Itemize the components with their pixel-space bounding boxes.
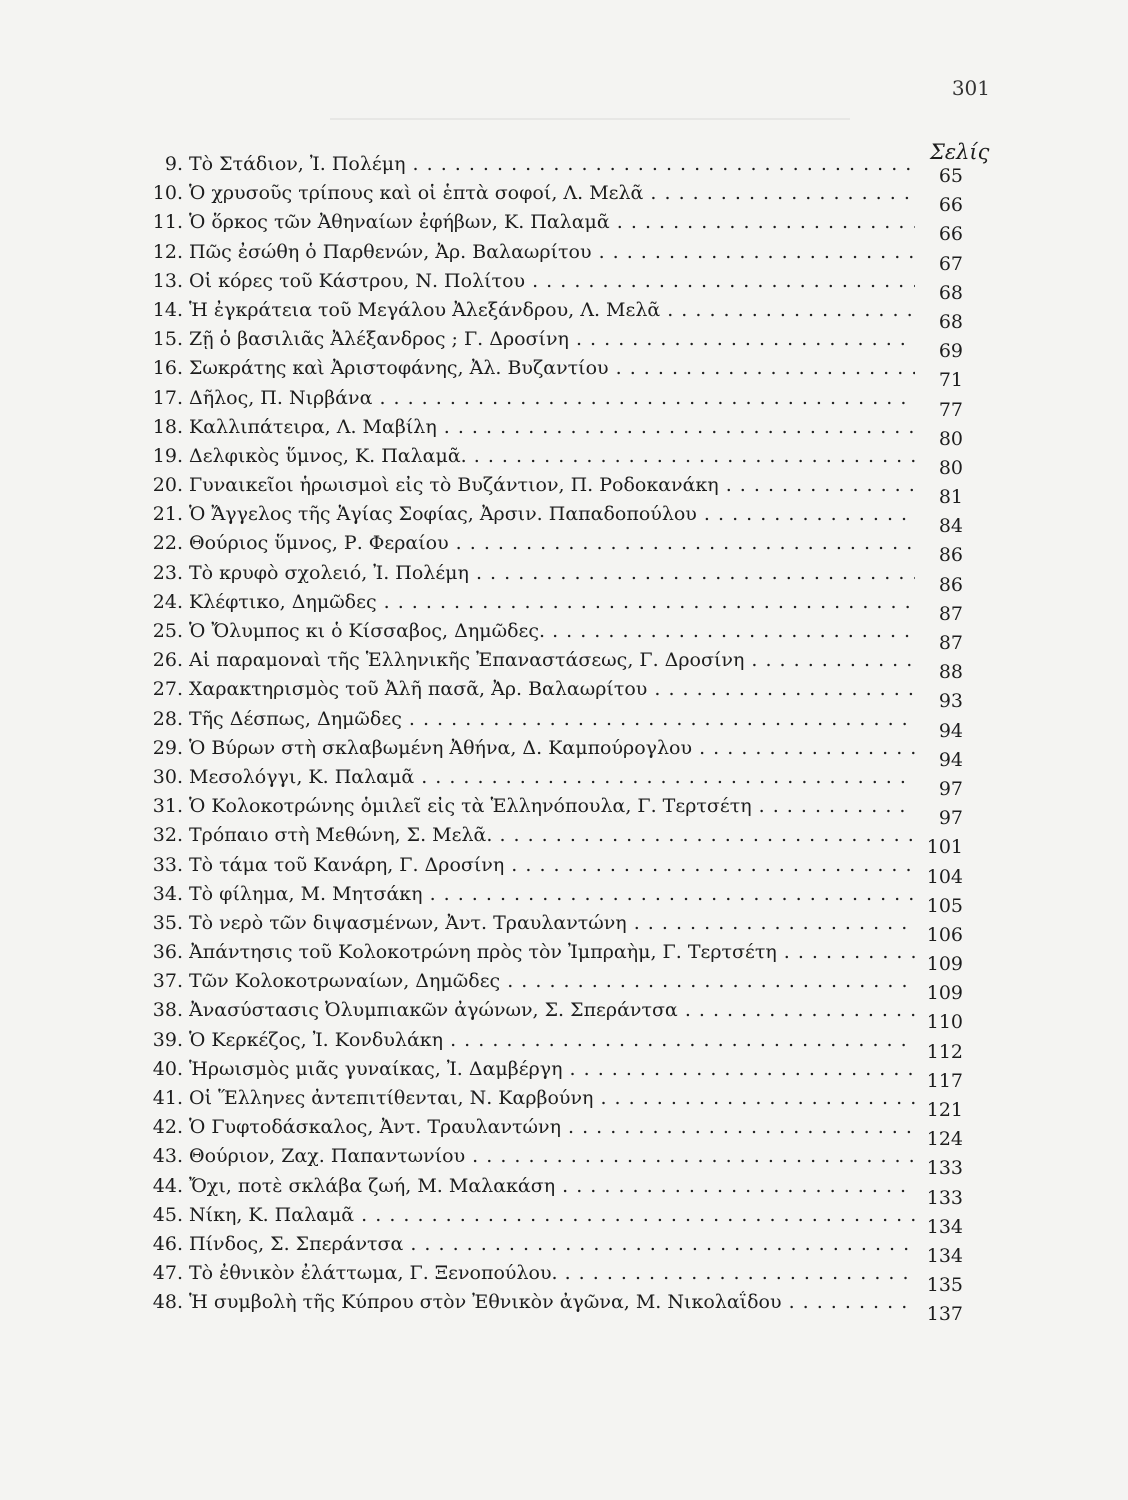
entry-number: 15.	[152, 328, 183, 351]
toc-entry	[145, 179, 975, 217]
entry-number: 48.	[152, 1291, 183, 1314]
entry-number: 28.	[152, 707, 183, 730]
entry-title: Ἡ ἐγκράτεια τοῦ Μεγάλου Ἀλεξάνδρου, Λ. Μελᾶ . . .	[189, 299, 915, 321]
entry-title: Ὁ Ὄλυμπος κι ὁ Κίσσαβος, Δημῶδες. . . .	[189, 620, 915, 642]
toc-entry	[145, 1055, 975, 1092]
entry-title: Ὁ χρυσοῦς τρίπους καὶ οἱ ἑπτὰ σοφοί, Λ. Μελᾶ . . .	[189, 182, 915, 204]
entry-title: Ἀπάντησις τοῦ Κολοκοτρώνη πρὸς τὸν Ἰμπραὴμ, Γ. Τερτσέτη . . .	[189, 941, 915, 963]
entry-title: Ὄχι, ποτὲ σκλάβα ζωή, Μ. Μαλακάση . . .	[189, 1175, 915, 1197]
entry-number: 24.	[152, 590, 183, 613]
entry-page: 137	[926, 1303, 963, 1326]
entry-page: 87	[938, 602, 963, 625]
entry-title: Τῶν Κολοκοτρωναίων, Δημῶδες . . .	[189, 970, 915, 992]
entry-page: 117	[926, 1069, 963, 1092]
toc-entry	[145, 471, 975, 509]
toc-entry	[145, 1026, 975, 1063]
entry-number: 14.	[152, 298, 183, 321]
entry-title: Καλλιπάτειρα, Λ. Μαβίλη . . .	[189, 416, 915, 438]
entry-page: 65	[938, 165, 963, 187]
entry-page: 69	[938, 340, 963, 363]
page-number: 301	[951, 76, 990, 100]
entry-title: Ἡρωισμὸς μιᾶς γυναίκας, Ἰ. Δαμβέργη . . .	[189, 1058, 915, 1080]
entry-title: Τὸ φίλημα, Μ. Μητσάκη . . .	[189, 883, 915, 905]
toc-entry	[145, 646, 975, 684]
entry-page: 86	[938, 544, 963, 567]
toc-entry	[145, 296, 975, 333]
toc-entry	[145, 588, 975, 625]
toc-entry	[145, 325, 975, 363]
entry-number: 22.	[152, 532, 183, 555]
entry-number: 32.	[152, 824, 183, 847]
entry-number: 38.	[152, 999, 183, 1022]
toc-entry	[145, 150, 975, 187]
entry-number: 17.	[152, 386, 183, 409]
column-header: Σελίς	[930, 140, 990, 164]
entry-title: Οἱ κόρες τοῦ Κάστρου, Ν. Πολίτου . . .	[189, 270, 915, 292]
entry-page: 80	[938, 427, 963, 450]
entry-title: Τὸ Στάδιον, Ἰ. Πολέμη . . .	[189, 153, 915, 175]
entry-page: 66	[938, 194, 963, 217]
entry-title: Ἡ συμβολὴ τῆς Κύπρου στὸν Ἐθνικὸν ἀγῶνα, Μ. Νικολαΐδου . . .	[189, 1291, 915, 1313]
toc-entry	[145, 792, 975, 830]
entry-title: Ἀνασύστασις Ὀλυμπιακῶν ἀγώνων, Σ. Σπεράντσα . . .	[189, 999, 915, 1021]
entry-page: 109	[926, 953, 963, 976]
entry-title: Γυναικεῖοι ἡρωισμοὶ εἰς τὸ Βυζάντιον, Π. Ροδοκανάκη . . .	[189, 474, 915, 496]
entry-page: 71	[938, 369, 963, 392]
toc-entry	[145, 821, 975, 859]
entry-page: 80	[938, 456, 963, 479]
entry-page: 104	[926, 865, 963, 888]
entry-number: 29.	[152, 736, 183, 759]
entry-title: Τὸ νερὸ τῶν διψασμένων, Ἀντ. Τραυλαντώνη . . .	[189, 912, 915, 934]
entry-title: Πῶς ἐσώθη ὁ Παρθενών, Ἀρ. Βαλαωρίτου . . .	[189, 241, 915, 263]
entry-number: 39.	[152, 1028, 183, 1051]
toc-entry	[145, 1084, 975, 1121]
entry-page: 94	[938, 748, 963, 771]
entry-title: Χαρακτηρισμὸς τοῦ Ἀλῆ πασᾶ, Ἀρ. Βαλαωρίτου . . .	[189, 678, 915, 700]
toc-entry	[145, 938, 975, 976]
entry-page: 84	[938, 515, 963, 538]
entry-page: 134	[926, 1244, 963, 1267]
entry-number: 30.	[152, 765, 183, 788]
entry-number: 31.	[152, 795, 183, 818]
entry-page: 68	[938, 310, 963, 333]
entry-number: 26.	[152, 649, 183, 672]
entry-number: 35.	[152, 911, 183, 934]
entry-page: 97	[938, 807, 963, 830]
entry-title: Μεσολόγγι, Κ. Παλαμᾶ . . .	[189, 766, 915, 788]
toc-entry	[145, 1142, 975, 1180]
toc-entry	[145, 208, 975, 246]
entry-number: 37.	[152, 970, 183, 993]
toc-entry	[145, 851, 975, 888]
entry-number: 45.	[152, 1203, 183, 1226]
entry-page: 67	[938, 252, 963, 275]
entry-title: Πίνδος, Σ. Σπεράντσα . . .	[189, 1233, 915, 1255]
entry-number: 36.	[152, 941, 183, 964]
toc-entry	[145, 442, 975, 479]
entry-title: Οἱ Ἕλληνες ἀντεπιτίθενται, Ν. Καρβούνη . . .	[189, 1087, 915, 1109]
entry-number: 23.	[152, 561, 183, 584]
entry-page: 101	[926, 836, 963, 859]
toc-entry	[145, 617, 975, 654]
entry-title: Τὸ ἐθνικὸν ἐλάττωμα, Γ. Ξενοπούλου. . . .	[189, 1262, 915, 1284]
entry-title: Ὁ Ἄγγελος τῆς Ἁγίας Σοφίας, Ἀρσιν. Παπαδοπούλου . . .	[189, 503, 915, 525]
entry-number: 27.	[152, 678, 183, 701]
toc-entry	[145, 996, 975, 1034]
entry-number: 34.	[152, 882, 183, 905]
toc-entry	[145, 500, 975, 538]
entry-title: Τὸ κρυφὸ σχολειό, Ἰ. Πολέμη . . .	[189, 562, 915, 584]
entry-page: 133	[926, 1157, 963, 1180]
entry-title: Θούριον, Ζαχ. Παπαντωνίου . . .	[189, 1145, 915, 1167]
toc-entry	[145, 559, 975, 596]
entry-number: 19.	[152, 444, 183, 467]
entry-page: 66	[938, 223, 963, 246]
entry-page: 135	[926, 1274, 963, 1297]
entry-page: 93	[938, 690, 963, 713]
entry-title: Τῆς Δέσπως, Δημῶδες . . .	[189, 708, 915, 730]
toc-entry	[145, 734, 975, 771]
entry-page: 112	[926, 1040, 963, 1063]
toc-entry	[145, 354, 975, 392]
toc-entry	[145, 909, 975, 946]
entry-page: 81	[938, 486, 963, 509]
entry-page: 134	[926, 1215, 963, 1238]
toc-entry	[145, 763, 975, 800]
entry-title: Ὁ ὅρκος τῶν Ἀθηναίων ἐφήβων, Κ. Παλαμᾶ . . .	[189, 211, 915, 233]
entry-page: 77	[938, 398, 963, 421]
entry-title: Τὸ τάμα τοῦ Κανάρη, Γ. Δροσίνη . . .	[189, 854, 915, 876]
entry-number: 9.	[164, 153, 183, 175]
entry-number: 43.	[152, 1145, 183, 1168]
entry-title: Δελφικὸς ὕμνος, Κ. Παλαμᾶ. . . .	[189, 445, 915, 467]
toc-entry	[145, 675, 975, 713]
entry-title: Ζῇ ὁ βασιλιᾶς Ἀλέξανδρος ; Γ. Δροσίνη . . .	[189, 328, 915, 350]
toc-entry	[145, 880, 975, 917]
entry-page: 87	[938, 632, 963, 654]
entry-page: 133	[926, 1186, 963, 1209]
entry-title: Σωκράτης καὶ Ἀριστοφάνης, Ἀλ. Βυζαντίου . . .	[189, 357, 915, 379]
entry-page: 109	[926, 982, 963, 1005]
entry-number: 46.	[152, 1232, 183, 1255]
entry-page: 124	[926, 1128, 963, 1151]
entry-page: 105	[926, 894, 963, 917]
toc-entry	[145, 1230, 975, 1267]
entry-page: 94	[938, 719, 963, 742]
entry-number: 41.	[152, 1087, 183, 1109]
toc-entry	[145, 967, 975, 1005]
show-through-line	[330, 118, 850, 134]
entry-page: 110	[926, 1011, 963, 1034]
toc-entry	[145, 267, 975, 304]
entry-title: Κλέφτικο, Δημῶδες . . .	[189, 591, 915, 613]
entry-title: Θούριος ὕμνος, Ρ. Φεραίου . . .	[189, 532, 915, 554]
entry-title: Ὁ Γυφτοδάσκαλος, Ἀντ. Τραυλαντώνη . . .	[189, 1116, 915, 1138]
entry-number: 44.	[152, 1174, 183, 1197]
entry-number: 42.	[152, 1116, 183, 1139]
toc-entry	[145, 1201, 975, 1238]
toc-entry	[145, 529, 975, 567]
entry-title: Ὁ Κολοκοτρώνης ὁμιλεῖ εἰς τὰ Ἑλληνόπουλα, Γ. Τερτσέτη . . .	[189, 795, 915, 817]
entry-page: 121	[926, 1099, 963, 1121]
toc-entry	[145, 705, 975, 742]
entry-number: 25.	[152, 620, 183, 642]
toc-entry	[145, 384, 975, 421]
entry-number: 12.	[152, 240, 183, 263]
entry-title: Νίκη, Κ. Παλαμᾶ . . .	[189, 1204, 915, 1226]
entry-page: 106	[926, 923, 963, 946]
entry-number: 20.	[152, 474, 183, 497]
entry-title: Δῆλος, Π. Νιρβάνα . . .	[189, 387, 915, 409]
toc-entry	[145, 238, 975, 275]
toc-entry	[145, 413, 975, 450]
toc-entry	[145, 1259, 975, 1297]
entry-page: 97	[938, 777, 963, 800]
entry-page: 86	[938, 573, 963, 596]
entry-number: 47.	[152, 1262, 183, 1285]
entry-title: Ὁ Βύρων στὴ σκλαβωμένη Ἀθήνα, Δ. Καμπούρογλου . . .	[189, 737, 915, 759]
entry-page: 68	[938, 281, 963, 304]
entry-number: 16.	[152, 357, 183, 380]
entry-title: Ὁ Κερκέζος, Ἰ. Κονδυλάκη . . .	[189, 1029, 915, 1051]
entry-number: 40.	[152, 1057, 183, 1080]
entry-number: 21.	[152, 503, 183, 526]
entry-number: 33.	[152, 853, 183, 876]
entry-page: 88	[938, 661, 963, 684]
toc-entry	[145, 1288, 975, 1326]
table-of-contents	[145, 150, 975, 1326]
toc-entry	[145, 1172, 975, 1209]
entry-number: 11.	[152, 211, 183, 234]
entry-number: 10.	[152, 182, 183, 205]
entry-title: Τρόπαιο στὴ Μεθώνη, Σ. Μελᾶ. . . .	[189, 824, 915, 846]
entry-number: 13.	[152, 269, 183, 292]
entry-title: Αἱ παραμοναὶ τῆς Ἑλληνικῆς Ἐπαναστάσεως, Γ. Δροσίνη . . .	[189, 649, 915, 671]
toc-entry	[145, 1113, 975, 1151]
entry-number: 18.	[152, 415, 183, 438]
